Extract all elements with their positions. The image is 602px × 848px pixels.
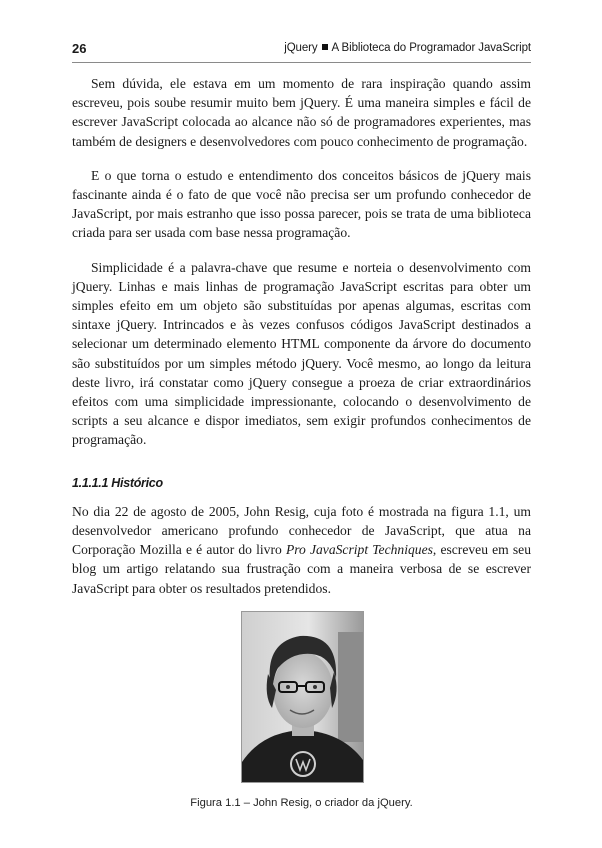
section-text-before-italic: No dia 22 de agosto de 2005, John Resig, cuja foto é mostrada na figura 1.1, um desenvolvedor americano profundo conhecedor de JavaScript, que atua na Corporação Mozilla e é autor do livro xyxy=(72,503,531,558)
square-bullet-icon xyxy=(322,44,328,50)
figure-caption: Figura 1.1 – John Resig, o criador da jQuery. xyxy=(190,797,413,809)
section-heading: 1.1.1.1 Histórico xyxy=(72,475,163,490)
body-text xyxy=(72,74,531,613)
paragraph-2: E o que torna o estudo e entendimento dos conceitos básicos de jQuery mais fascinante ainda é o fato de que você não precisa ser um profundo conhecedor de JavaScript, por mais estranho que isso possa parecer, pois se trata de uma biblioteca criada para ser usada com base nessa programação. xyxy=(72,167,531,241)
portrait-image xyxy=(242,612,363,782)
running-title xyxy=(284,42,531,54)
paragraph-1: Sem dúvida, ele estava em um momento de rara inspiração quando assim escreveu, pois soube resumir muito bem jQuery. É uma maneira simples e fácil de escrever JavaScript colocada ao alcance não só de programadores experientes, mas também de designers e desenvolvedores com pouco conhecimento de programação. xyxy=(72,76,531,149)
running-title-left: jQuery xyxy=(284,42,318,54)
figure-photo xyxy=(241,611,364,783)
section-paragraph xyxy=(72,502,531,598)
book-title-italic: Pro JavaScript Techniques xyxy=(285,542,433,558)
paragraph-3: Simplicidade é a palavra-chave que resume e norteia o desenvolvimento com jQuery. Linhas e mais linhas de programação JavaScript escritas para obter um simples efeito em um objeto são substituídas por apenas algumas, escritas com sintaxe jQuery. Intrincados e às vezes confusos códigos JavaScript destinados a selecionar um determinado elemento HTML componente da árvore do documento são substituídos por um simples método jQuery. Você mesmo, ao longo da leitura deste livro, irá constatar como jQuery consegue a proeza de criar extraordinários efeitos com uma simplicidade impressionante, colocando o desenvolvimento de scripts a seu alcance e dispor imediatos, sem exigir profundos conhecimentos de programação. xyxy=(72,259,531,448)
page-header xyxy=(72,40,531,63)
page-number: 26 xyxy=(72,41,87,56)
running-title-right: A Biblioteca do Programador JavaScript xyxy=(331,42,531,54)
section-text-after-italic: , escreveu em seu blog um artigo relatando sua frustração com a maneira verbosa de se escrever JavaScript para obter os resultados pretendidos. xyxy=(72,542,531,596)
